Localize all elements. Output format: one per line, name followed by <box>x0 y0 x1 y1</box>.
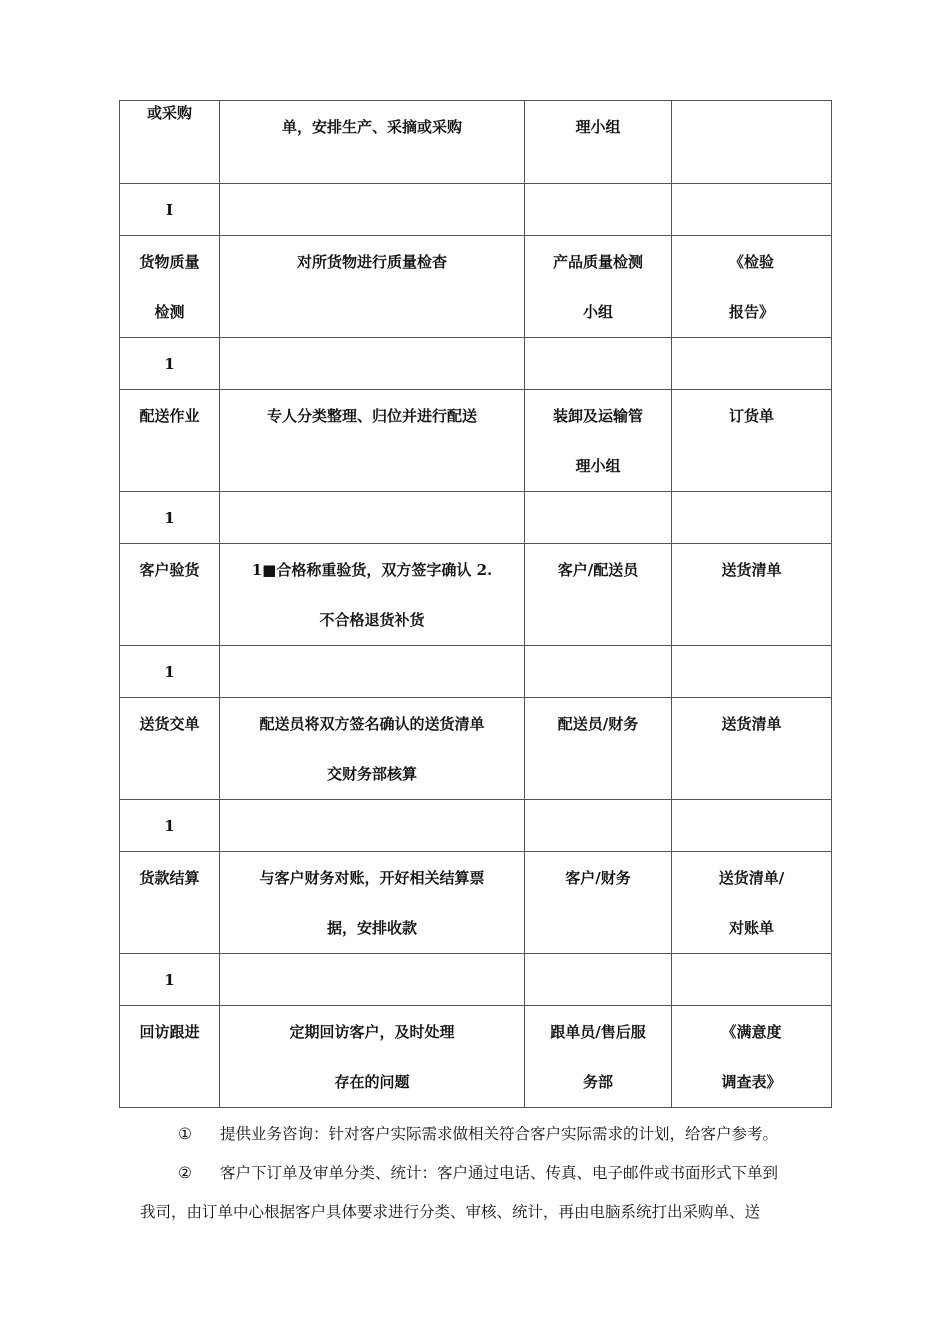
empty-cell <box>220 492 525 544</box>
owner-line: 装卸及运输管 <box>552 407 643 425</box>
step-line: 配送作业 <box>139 407 200 425</box>
flow-arrow-cell <box>120 954 220 1006</box>
desc-line: 存在的问题 <box>334 1073 410 1091</box>
doc-line: 送货清单/ <box>718 869 785 887</box>
flow-arrow-symbol: 1 <box>164 817 175 835</box>
empty-cell <box>525 646 672 698</box>
flow-arrow-cell <box>120 338 220 390</box>
empty-cell <box>220 184 525 236</box>
step-line: 货物质量 <box>139 253 200 271</box>
owner-cell: 理小组 <box>525 101 672 184</box>
description-cell <box>220 544 525 646</box>
owner-line: 客户/配送员 <box>557 561 639 579</box>
document-cell <box>672 390 832 492</box>
step-row <box>120 852 832 954</box>
document-cell <box>672 544 832 646</box>
desc-line: 与客户财务对账，开好相关结算票 <box>259 869 485 887</box>
flow-arrow-cell <box>120 646 220 698</box>
empty-cell <box>525 338 672 390</box>
desc-line: 据，安排收款 <box>326 919 417 937</box>
flow-arrow-cell <box>120 184 220 236</box>
description-cell <box>220 390 525 492</box>
empty-cell <box>525 800 672 852</box>
flow-arrow-symbol: 1 <box>164 355 175 373</box>
step-line: 客户验货 <box>139 561 200 579</box>
doc-line: 报告》 <box>728 303 774 321</box>
owner-line: 配送员/财务 <box>557 715 639 733</box>
step-name-cell <box>120 1006 220 1108</box>
empty-cell <box>220 800 525 852</box>
step-row <box>120 544 832 646</box>
empty-cell <box>672 800 832 852</box>
owner-line: 客户/财务 <box>565 869 631 887</box>
owner-cell <box>525 236 672 338</box>
doc-line: 送货清单 <box>721 715 782 733</box>
step-row <box>120 1006 832 1108</box>
doc-line: 对账单 <box>728 919 774 937</box>
arrow-row <box>120 646 832 698</box>
description-cell <box>220 236 525 338</box>
empty-cell <box>525 954 672 1006</box>
owner-cell <box>525 698 672 800</box>
flow-arrow-symbol: 1 <box>164 971 175 989</box>
description-cell: 单，安排生产、采摘或采购 <box>220 101 525 184</box>
desc-line: 交财务部核算 <box>326 765 417 783</box>
flow-arrow-symbol: 1 <box>164 509 175 527</box>
step-line: 检测 <box>154 303 185 321</box>
table-row-top <box>120 101 832 184</box>
desc-line: 1■合格称重验货，双方签字确认 2. <box>251 561 493 579</box>
step-row <box>120 236 832 338</box>
paragraph-2-line-1: 客户下订单及审单分类、统计：客户通过电话、传真、电子邮件或书面形式下单到 <box>220 1164 779 1182</box>
paragraph-2-continued <box>140 1200 840 1224</box>
step-name-cell <box>120 390 220 492</box>
desc-line: 定期回访客户，及时处理 <box>289 1023 455 1041</box>
empty-cell <box>672 338 832 390</box>
paragraph-2 <box>140 1161 840 1185</box>
step-name-cell <box>120 544 220 646</box>
empty-cell <box>220 646 525 698</box>
step-row <box>120 698 832 800</box>
flow-arrow-symbol: 1 <box>164 663 175 681</box>
desc-line: 专人分类整理、归位并进行配送 <box>266 407 477 425</box>
arrow-row <box>120 338 832 390</box>
doc-line: 调查表》 <box>721 1073 782 1091</box>
empty-cell <box>220 954 525 1006</box>
document-cell <box>672 698 832 800</box>
description-cell <box>220 852 525 954</box>
document-cell <box>672 236 832 338</box>
owner-line: 小组 <box>582 303 613 321</box>
doc-line: 《满意度 <box>721 1023 782 1041</box>
owner-cell <box>525 390 672 492</box>
owner-line: 理小组 <box>575 457 621 475</box>
step-line: 送货交单 <box>139 715 200 733</box>
paragraph-2-line-2: 我司，由订单中心根据客户具体要求进行分类、审核、统计，再由电脑系统打出采购单、送 <box>140 1203 761 1221</box>
document-cell <box>672 852 832 954</box>
doc-line: 《检验 <box>728 253 774 271</box>
step-line: 回访跟进 <box>139 1023 200 1041</box>
doc-line: 订货单 <box>728 407 774 425</box>
step-name-cell <box>120 698 220 800</box>
empty-cell <box>672 646 832 698</box>
flow-arrow-cell <box>120 800 220 852</box>
step-row <box>120 390 832 492</box>
owner-line: 务部 <box>582 1073 613 1091</box>
desc-line: 配送员将双方签名确认的送货清单 <box>259 715 485 733</box>
desc-line: 不合格退货补货 <box>319 611 425 629</box>
circled-number-2: ② <box>178 1164 192 1182</box>
empty-cell <box>220 338 525 390</box>
process-flow-table <box>119 100 832 1108</box>
flow-arrow-symbol: I <box>165 201 174 219</box>
document-cell <box>672 1006 832 1108</box>
step-name-cell <box>120 852 220 954</box>
empty-cell <box>525 184 672 236</box>
arrow-row <box>120 800 832 852</box>
arrow-row <box>120 492 832 544</box>
document-cell <box>672 101 832 184</box>
paragraph-1 <box>140 1122 840 1146</box>
description-cell <box>220 1006 525 1108</box>
doc-line: 送货清单 <box>721 561 782 579</box>
step-name-cell <box>120 236 220 338</box>
arrow-row <box>120 184 832 236</box>
paragraph-1-text: 提供业务咨询：针对客户实际需求做相关符合客户实际需求的计划，给客户参考。 <box>220 1125 779 1143</box>
circled-number-1: ① <box>178 1125 192 1143</box>
owner-line: 跟单员/售后服 <box>550 1023 646 1041</box>
owner-line: 产品质量检测 <box>552 253 643 271</box>
owner-cell <box>525 1006 672 1108</box>
description-cell <box>220 698 525 800</box>
empty-cell <box>672 954 832 1006</box>
desc-line: 对所货物进行质量检杳 <box>296 253 447 271</box>
step-line: 货款结算 <box>139 869 200 887</box>
owner-cell <box>525 852 672 954</box>
arrow-row <box>120 954 832 1006</box>
owner-cell <box>525 544 672 646</box>
empty-cell <box>672 184 832 236</box>
step-cell: 或采购 <box>120 101 220 184</box>
flow-arrow-cell <box>120 492 220 544</box>
empty-cell <box>525 492 672 544</box>
empty-cell <box>672 492 832 544</box>
